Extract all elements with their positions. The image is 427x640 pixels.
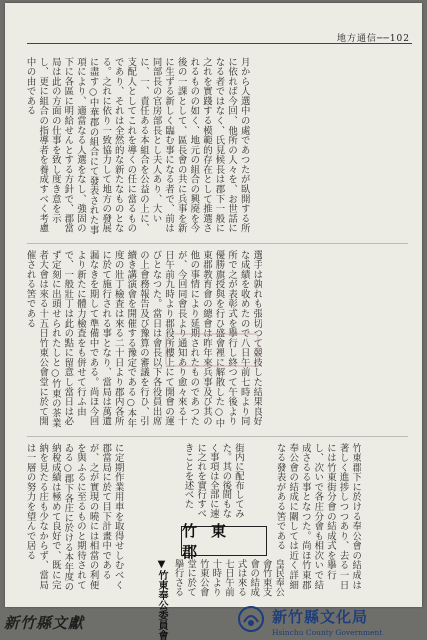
text-block-bottom-mid: 皇民奉公會竹東支會の結成式は來る七日午前十時より竹東公會堂に於て擧行さる: [172, 559, 285, 597]
library-stamp-watermark: [165, 333, 259, 367]
text-tier-bottom-mid: [171, 559, 285, 599]
header-rule: [27, 43, 412, 44]
text-tier-bottom-center: [181, 443, 271, 523]
section-title-box: 竹東郡: [181, 526, 267, 556]
text-block-bottom-left: に定期作業用車を取得せしむべく郡當局に於て目下計畫中であるが、之が實現の曉には相當の利便を與ふるに至るものと期待されてゐる○郡下各庄に於ける本年度の納稅成績は極めて良好で、既に完納を見たる庄も少なからず、當局は一層の努力を望んで居る: [24, 443, 124, 592]
tier-divider: [27, 436, 408, 437]
section-subheading: ▼竹東奉公委員會: [156, 559, 167, 640]
text-block-bottom-right: 竹東郡下に於ける奉公會の結成は著しく進捗しつつあり、去る一日には竹東街分會の結成式を擧行し、次いで各庄分會も相次いで結成さるる事となつた。尚ほ竹東郡奉公會の結成に關しては近く詳細なる發表がある筈である: [274, 443, 362, 590]
text-block-bottom-center: 街内に配布してみた。其の後間もなく事項は全部に速に之れを實行すべきことを述べた: [182, 443, 244, 519]
footer-archive-label: 新竹縣文獻: [4, 614, 85, 632]
text-block-top: 月から人選中の處であつたが臥開する所に依れば今回、他所の人々を、お世話になる者ではなく、氏見候長は郡下一般に之れを實踐する模範的存在として推選されるものの如く、地元の組合の興廃を今後の一課として、區長會の共に兵事を新に生ずる新しく臨む事になる者で、前は同部長の官房部長とし夫人あり、大いに、一、責任ある本組合を公益の上に、支配人としてこれを導くの任に當るものであり、それは全然的な新たなものとなる。之れに依り一致協力して地方の發展に盡す○中華郡の組合にて發表された事項により、適當なる人選をなし、強固の下に各區に明給せんとする方針で、郡當局は此の方面の仕事を致し度き意を示し、更に組合の指導者を養成すべく考慮中の由である: [24, 57, 250, 235]
page-header-title: 地方通信──102: [336, 34, 410, 44]
tier-divider: [27, 243, 408, 244]
text-tier-bottom-right: [273, 443, 413, 593]
text-tier-top: [23, 57, 408, 237]
county-logo-icon: [236, 604, 266, 634]
footer-agency: [272, 606, 382, 637]
text-tier-bottom-left: [23, 443, 151, 593]
footer-agency-english: Hsinchu County Government: [272, 628, 383, 637]
footer-agency-name: 新竹縣文化局: [272, 608, 369, 626]
text-block-middle: 選手は孰れも張切つて競技した結果良好な成績を收めたので八日午前七時より同所で之が表彰式を擧行し終つて午後より優勝旗授與を行ひ盛會裡に解散した○中東郡教育會の總會は昨年來兵事及び其の他の事情により延期されたものであつたが、今回同會長より通知あり愈々來る十日午前九時より郡役所樓上にて開會の運びとなつた。當日は會長以下各役員出席の上會務報告及び豫算の審議を行ひ、引續き講演會を開催する豫定である○本年度の壯丁檢査は來る二十日より郡内各所に於て施行される事となり、當局は萬遺漏なきを期して準備中である。尚ほ今回より新たに體力檢査をも併せて行ふ由で、一般壯丁は此の點に留意し當日は必ず定刻に出頭せられたしと○竹東の茶業者大會は來る十五日竹東公會堂に於て開催される筈である: [24, 250, 263, 428]
